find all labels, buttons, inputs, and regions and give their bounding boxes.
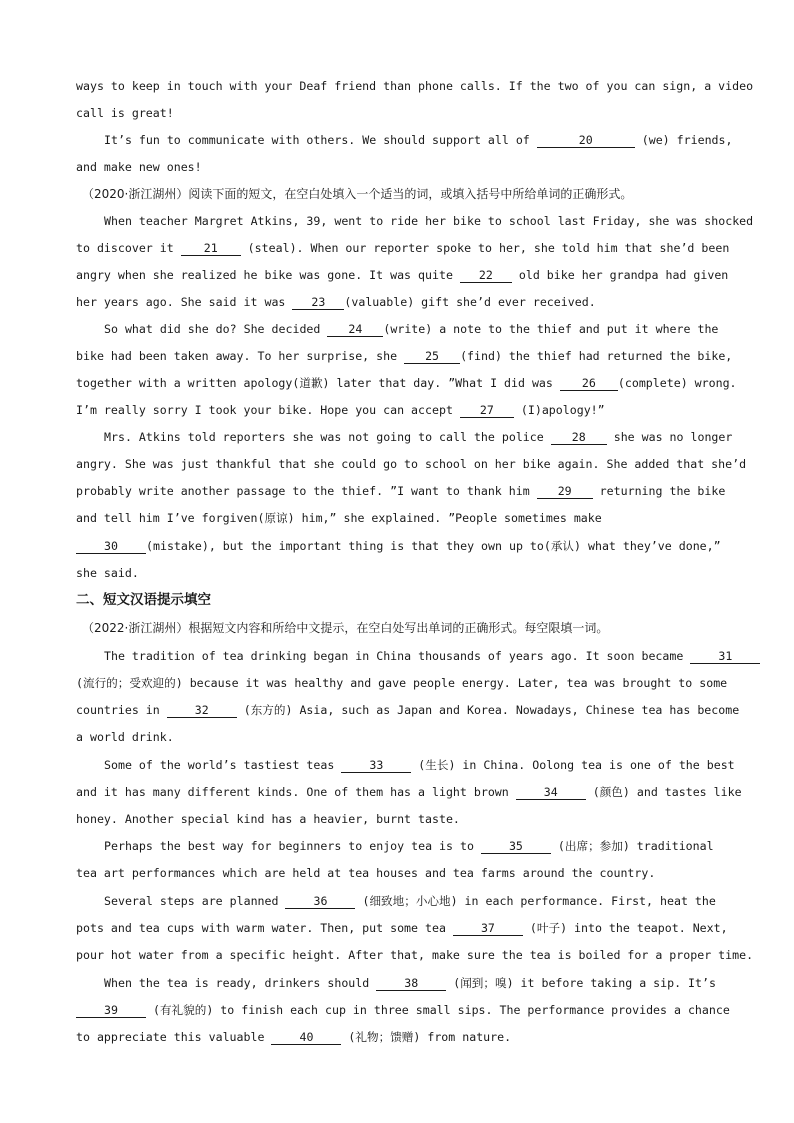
- text-line: Mrs. Atkins told reporters she was not going to call the police 28 she was no longer: [104, 430, 733, 444]
- answer-blank-23[interactable]: 23: [292, 295, 344, 310]
- answer-blank-26[interactable]: 26: [560, 376, 618, 391]
- section-instruction: （2022·浙江湖州）根据短文内容和所给中文提示，在空白处写出单词的正确形式。每空限填一词。: [82, 621, 609, 635]
- text-line: probably write another passage to the thief. ”I want to thank him 29 returning the bike: [76, 484, 726, 498]
- text-line: pour hot water from a specific height. After that, make sure the tea is boiled for a proper time.: [76, 948, 754, 962]
- answer-blank-38[interactable]: 38: [376, 976, 446, 991]
- text-line: angry when she realized he bike was gone. It was quite 22 old bike her grandpa had given: [76, 268, 729, 282]
- text-line: Several steps are planned 36 (细致地；小心地) in each performance. First, heat the: [104, 894, 716, 908]
- text-line: When teacher Margret Atkins, 39, went to ride her bike to school last Friday, she was shocked: [104, 214, 754, 228]
- text-line: she said.: [76, 566, 139, 580]
- text-line: and make new ones!: [76, 160, 202, 174]
- text-line: and tell him I’ve forgiven(原谅) him,” she explained. ”People sometimes make: [76, 511, 602, 525]
- text-line: 30 (mistake), but the important thing is that they own up to(承认) what they’ve done,”: [76, 538, 718, 554]
- section-instruction: （2020·浙江湖州）阅读下面的短文，在空白处填入一个适当的词，或填入括号中所给单词的正确形式。: [82, 187, 633, 201]
- text-line: It’s fun to communicate with others. We should support all of 20 (we) friends,: [104, 133, 733, 147]
- answer-blank-32[interactable]: 32: [167, 703, 237, 718]
- text-line: So what did she do? She decided 24 (write) a note to the thief and put it where the: [104, 322, 719, 336]
- answer-blank-34[interactable]: 34: [516, 785, 586, 800]
- text-line: together with a written apology(道歉) later that day. ”What I did was 26 (complete) wrong.: [76, 376, 737, 390]
- text-line: (流行的；受欢迎的) because it was healthy and gave people energy. Later, tea was brought to some: [76, 676, 728, 690]
- text-line: ways to keep in touch with your Deaf friend than phone calls. If the two of you can sign, a video: [76, 79, 754, 93]
- text-line: and it has many different kinds. One of them has a light brown 34 (颜色) and tastes like: [76, 785, 742, 799]
- text-line: call is great!: [76, 106, 174, 120]
- text-line: angry. She was just thankful that she could go to school on her bike again. She added that she’d: [76, 457, 747, 471]
- text-line: Perhaps the best way for beginners to enjoy tea is to 35 (出席；参加) traditional: [104, 839, 714, 853]
- answer-blank-22[interactable]: 22: [460, 268, 512, 283]
- text-line: 39 (有礼貌的) to finish each cup in three small sips. The performance provides a chance: [76, 1002, 718, 1018]
- answer-blank-27[interactable]: 27: [460, 403, 514, 418]
- text-line: pots and tea cups with warm water. Then, put some tea 37 (叶子) into the teapot. Next,: [76, 921, 728, 935]
- text-line: honey. Another special kind has a heavier, burnt taste.: [76, 812, 460, 826]
- answer-blank-24[interactable]: 24: [327, 322, 383, 337]
- answer-blank-31[interactable]: 31: [690, 649, 760, 664]
- answer-blank-20[interactable]: 20: [537, 133, 635, 148]
- text-line: Some of the world’s tastiest teas 33 (生长) in China. Oolong tea is one of the best: [104, 758, 735, 772]
- answer-blank-28[interactable]: 28: [551, 430, 607, 445]
- text-line: When the tea is ready, drinkers should 38 (闻到；嗅) it before taking a sip. It’s: [104, 976, 716, 990]
- answer-blank-36[interactable]: 36: [285, 894, 355, 909]
- text-line: bike had been taken away. To her surprise, she 25 (find) the thief had returned the bike,: [76, 349, 733, 363]
- answer-blank-25[interactable]: 25: [404, 349, 460, 364]
- text-line: tea art performances which are held at tea houses and tea farms around the country.: [76, 866, 656, 880]
- answer-blank-37[interactable]: 37: [453, 921, 523, 936]
- text-line: to discover it 21 (steal). When our reporter spoke to her, she told him that she’d been: [76, 241, 730, 255]
- text-line: The tradition of tea drinking began in China thousands of years ago. It soon became 31: [104, 648, 718, 664]
- answer-blank-39[interactable]: 39: [76, 1003, 146, 1018]
- answer-blank-40[interactable]: 40: [271, 1030, 341, 1045]
- answer-blank-33[interactable]: 33: [341, 758, 411, 773]
- text-line: to appreciate this valuable 40 (礼物；馈赠) from nature.: [76, 1030, 512, 1044]
- text-line: I’m really sorry I took your bike. Hope you can accept 27 (I)apology!”: [76, 403, 605, 417]
- section-heading: 二、短文汉语提示填空: [76, 592, 211, 608]
- text-line: a world drink.: [76, 730, 174, 744]
- answer-blank-35[interactable]: 35: [481, 839, 551, 854]
- text-line: countries in 32 (东方的) Asia, such as Japan and Korea. Nowadays, Chinese tea has become: [76, 703, 740, 717]
- answer-blank-30[interactable]: 30: [76, 539, 146, 554]
- answer-blank-29[interactable]: 29: [537, 484, 593, 499]
- answer-blank-21[interactable]: 21: [181, 241, 241, 256]
- text-line: her years ago. She said it was 23 (valuable) gift she’d ever received.: [76, 295, 596, 309]
